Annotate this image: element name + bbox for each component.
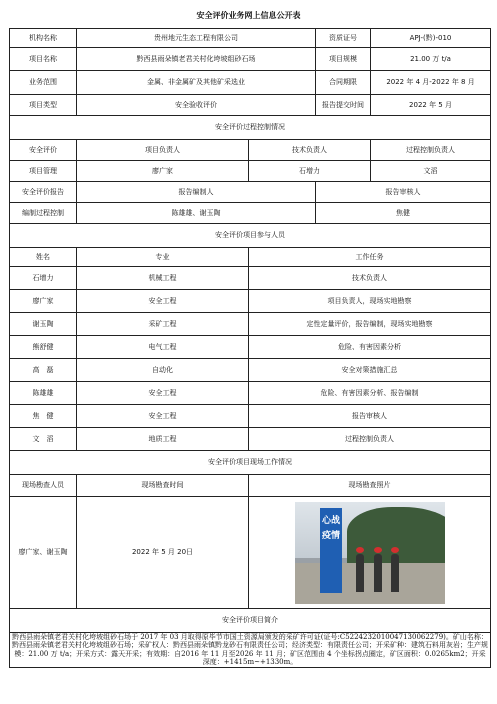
member-row (10, 336, 491, 359)
members-heading: 安全评价项目参与人员 (10, 224, 491, 248)
member-task: 安全对策措施汇总 (249, 359, 491, 382)
member-major: 安全工程 (77, 405, 249, 428)
member-name: 高 磊 (10, 359, 77, 382)
member-major: 安全工程 (77, 382, 249, 405)
site-photo (295, 502, 445, 604)
member-major: 自动化 (77, 359, 249, 382)
cert-label: 资质证号 (316, 29, 371, 48)
col-site-photo: 现场勘查照片 (249, 475, 491, 497)
photo-person (356, 554, 364, 592)
photo-person (374, 554, 382, 592)
scale-value: 21.00 万 t/a (371, 48, 491, 71)
report-label: 安全评价报告 (10, 182, 77, 203)
mgmt-label-top: 安全评价 (10, 140, 77, 161)
leader-value: 廖广家 (77, 161, 249, 182)
ctrl-value: 文滔 (371, 161, 491, 182)
report-date-value: 2022 年 5 月 (371, 95, 491, 116)
member-major: 安全工程 (77, 290, 249, 313)
site-people: 廖广家、谢玉陶 (10, 497, 77, 609)
contract-label: 合同期限 (316, 71, 371, 95)
tech-value: 石增力 (249, 161, 371, 182)
col-site-time: 现场勘查时间 (77, 475, 249, 497)
member-name: 焦 健 (10, 405, 77, 428)
member-name: 谢玉陶 (10, 313, 77, 336)
cert-value: APJ-(黔)-010 (371, 29, 491, 48)
compile-ctrl-label: 编制过程控制 (10, 203, 77, 224)
member-name: 陈雄雄 (10, 382, 77, 405)
member-name: 文 滔 (10, 428, 77, 451)
mgmt-label-bottom: 项目管理 (10, 161, 77, 182)
member-name: 石增力 (10, 267, 77, 290)
member-major: 采矿工程 (77, 313, 249, 336)
compilers-value: 陈雄雄、谢玉陶 (77, 203, 316, 224)
ctrl-label: 过程控制负责人 (371, 140, 491, 161)
col-task: 工作任务 (249, 248, 491, 267)
reviewer-value: 焦健 (316, 203, 491, 224)
photo-ground (295, 563, 445, 604)
member-row (10, 359, 491, 382)
tech-label: 技术负责人 (249, 140, 371, 161)
contract-value: 2022 年 4 月-2022 年 8 月 (371, 71, 491, 95)
col-major: 专业 (77, 248, 249, 267)
member-name: 熊舒健 (10, 336, 77, 359)
disclosure-table (9, 28, 491, 668)
member-task: 定性定量评价，报告编制，现场实地勘察 (249, 313, 491, 336)
member-major: 地质工程 (77, 428, 249, 451)
project-name-label: 项目名称 (10, 48, 77, 71)
member-row (10, 290, 491, 313)
member-row (10, 267, 491, 290)
page-title: 安全评价业务网上信息公开表 (196, 11, 301, 20)
member-task: 危险、有害因素分析 (249, 336, 491, 359)
org-name: 贵州地元生态工程有限公司 (77, 29, 316, 48)
compiler-label: 报告编制人 (77, 182, 316, 203)
report-date-label: 报告提交时间 (316, 95, 371, 116)
member-major: 电气工程 (77, 336, 249, 359)
type-value: 安全验收评价 (77, 95, 316, 116)
reviewer-label: 报告审核人 (316, 182, 491, 203)
member-task: 报告审核人 (249, 405, 491, 428)
member-name: 廖广家 (10, 290, 77, 313)
member-row (10, 405, 491, 428)
scale-label: 项目规模 (316, 48, 371, 71)
photo-person (391, 554, 399, 592)
org-name-label: 机构名称 (10, 29, 77, 48)
site-photo-cell (249, 497, 491, 609)
leader-label: 项目负责人 (77, 140, 249, 161)
col-site-people: 现场勘查人员 (10, 475, 77, 497)
member-row (10, 313, 491, 336)
type-label: 项目类型 (10, 95, 77, 116)
scope-label: 业务范围 (10, 71, 77, 95)
member-row (10, 382, 491, 405)
member-task: 技术负责人 (249, 267, 491, 290)
intro-heading: 安全评价项目简介 (10, 609, 491, 633)
site-time: 2022 年 5 月 20日 (77, 497, 249, 609)
member-row (10, 428, 491, 451)
col-name: 姓名 (10, 248, 77, 267)
member-task: 危险、有害因素分析、报告编制 (249, 382, 491, 405)
scope-value: 金属、非金属矿及其他矿采选业 (77, 71, 316, 95)
member-task: 项目负责人，现场实地勘察 (249, 290, 491, 313)
intro-text: 黔西县雨朵镇老君关村化垮坡组砂石场于 2017 年 03 月取得原毕节市国土资源局颁发的采矿许可证(证号:C5224232010047130062279)。矿山名称：黔西县雨朵镇老君关村化垮坡组砂石场；采矿权人：黔西县雨朵镇黔龙砂石有限责任公司；经济类型：有限责任公司；开采矿种：建筑石料用灰岩；生产规模：21.00 万 t/a；开采方式：露天开采；有效期：自2016 年 11 月至2026 年 11 月；矿区范围由 4 个坐标拐点圈定，矿区面积：0.0265km2；开采深度：+1415m~+1330m。 (10, 633, 491, 668)
member-major: 机械工程 (77, 267, 249, 290)
member-task: 过程控制负责人 (249, 428, 491, 451)
site-heading: 安全评价项目现场工作情况 (10, 451, 491, 475)
process-heading: 安全评价过程控制情况 (10, 116, 491, 140)
project-name: 黔西县雨朵镇老君关村化垮坡组砂石场 (77, 48, 316, 71)
photo-sign: 心战疫情 (320, 508, 342, 594)
